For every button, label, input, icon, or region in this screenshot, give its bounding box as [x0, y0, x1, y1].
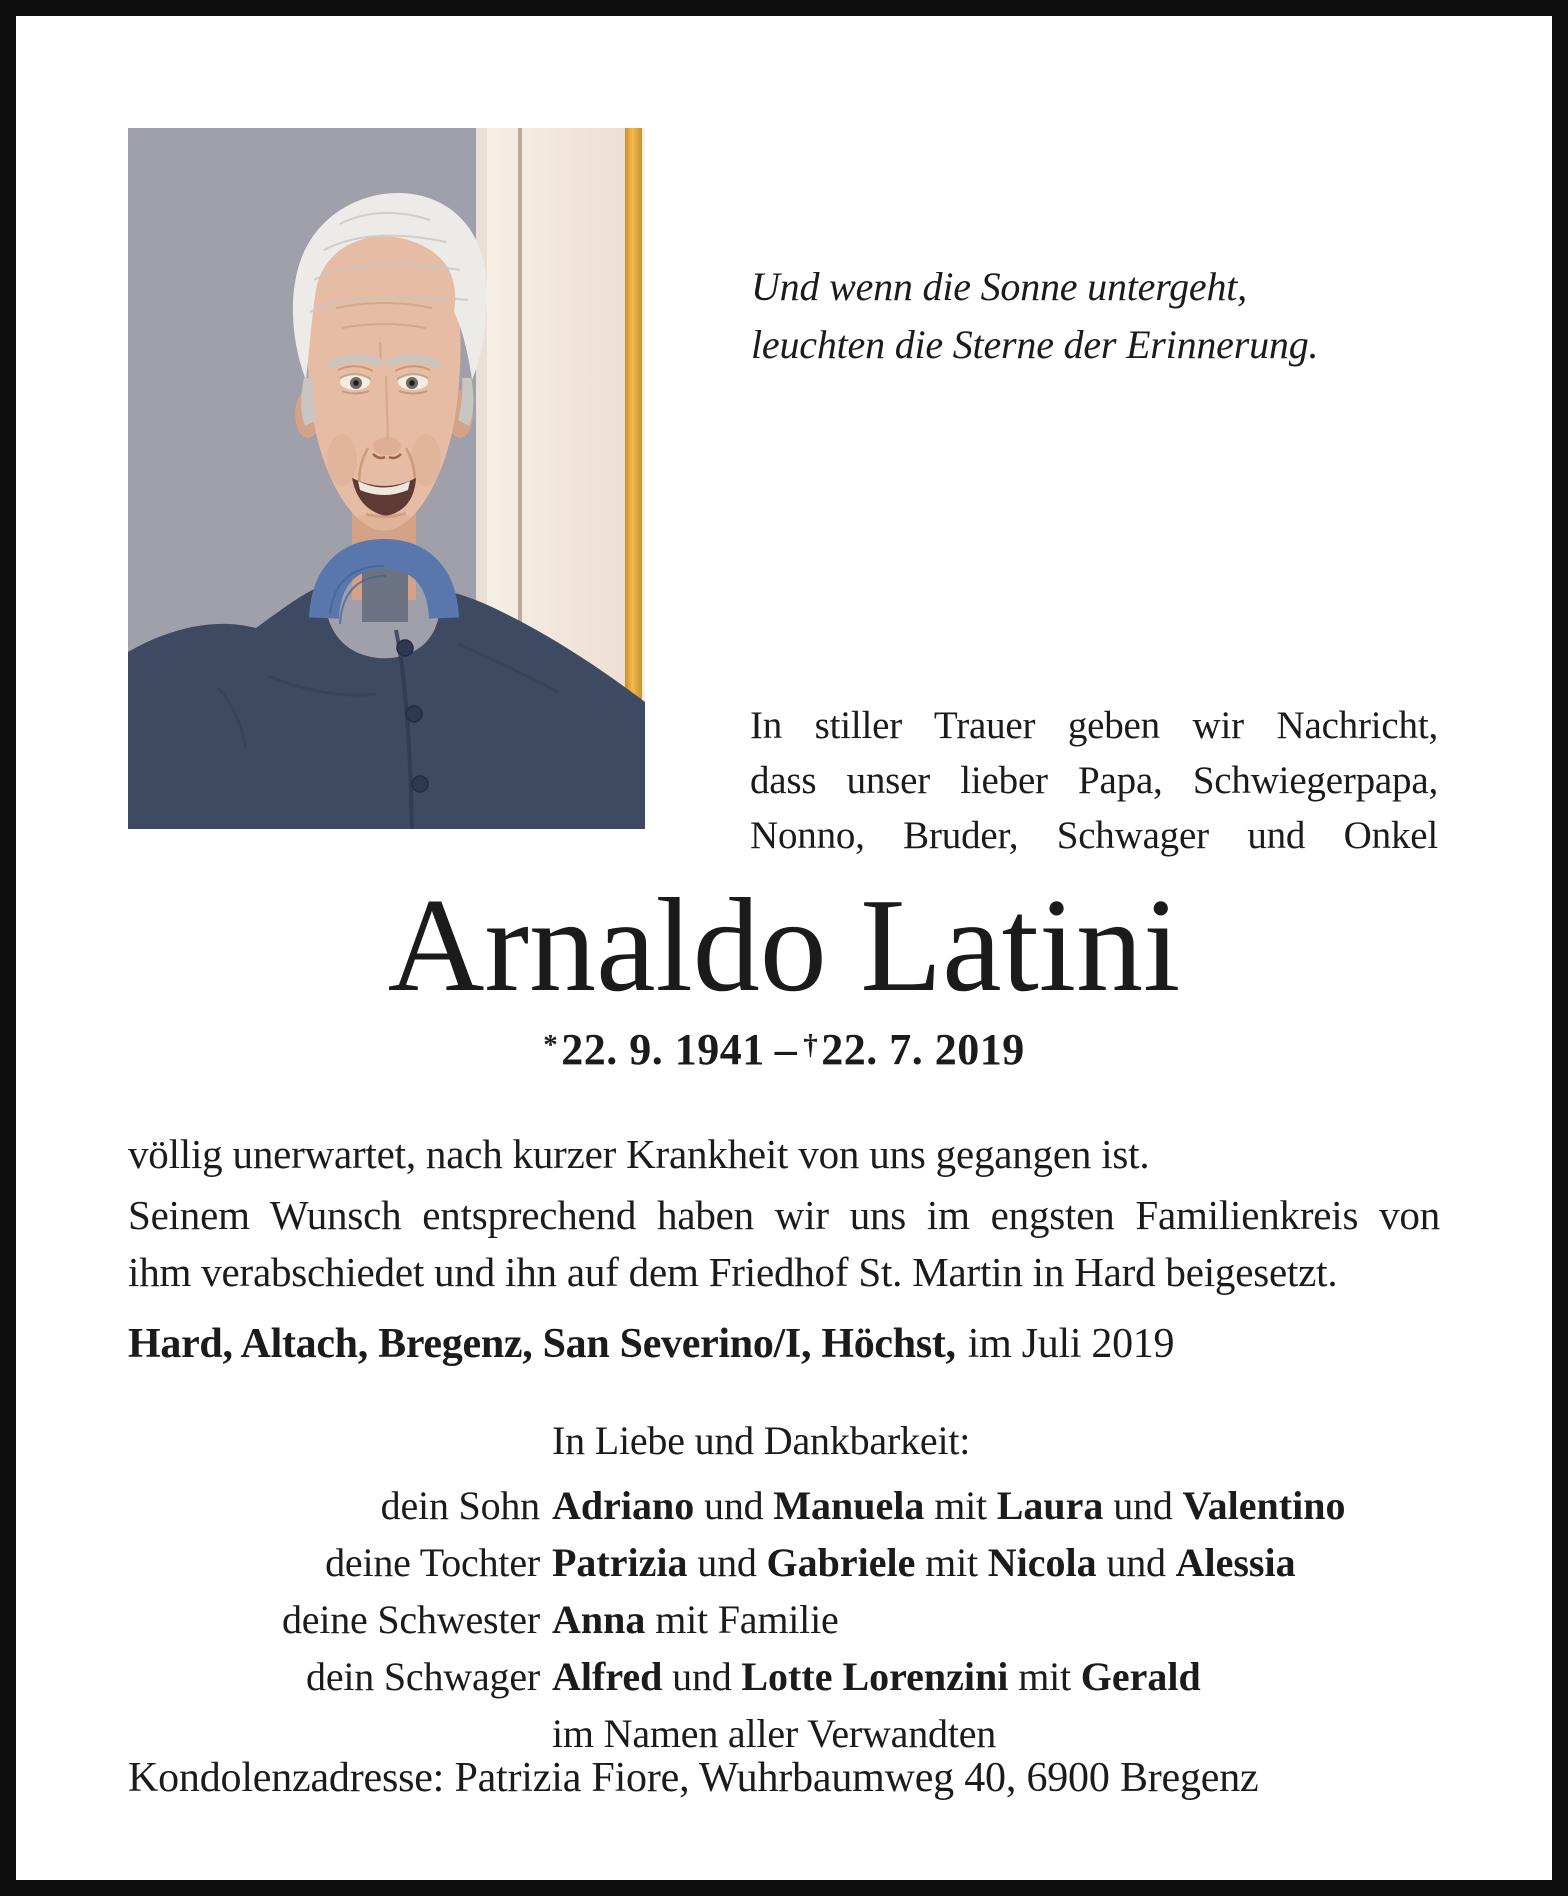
- button: [406, 706, 422, 722]
- family-connector-text: und: [662, 1654, 742, 1699]
- intro-line: Nonno, Bruder, Schwager und Onkel: [750, 814, 1438, 857]
- family-relation-label: dein Sohn: [380, 1483, 540, 1528]
- intro-paragraph: [750, 698, 1438, 863]
- family-connector-text: und: [687, 1540, 767, 1585]
- death-statement: völlig unerwartet, nach kurzer Krankheit von uns gegangen ist.: [128, 1131, 1150, 1177]
- family-relation-label: deine Schwester: [281, 1597, 540, 1642]
- family-member-name: Adriano: [552, 1483, 695, 1528]
- family-member-name: Laura: [996, 1483, 1104, 1528]
- family-names: [552, 1477, 1440, 1534]
- family-member-name: Alessia: [1175, 1540, 1296, 1585]
- family-member-name: Valentino: [1182, 1483, 1346, 1528]
- family-connector-text: mit: [924, 1483, 997, 1528]
- cheek-shadow: [327, 434, 357, 486]
- family-member-name: Anna: [552, 1597, 646, 1642]
- family-connector-text: mit: [915, 1540, 988, 1585]
- portrait-photo: [128, 128, 645, 829]
- places-bold: Hard, Altach, Bregenz, San Severino/I, Höchst,: [128, 1321, 956, 1367]
- family-connector-text: mit: [1008, 1654, 1081, 1699]
- button: [412, 776, 428, 792]
- farewell-line: ihm verabschiedet und ihn auf dem Friedhof St. Martin in Hard beigesetzt.: [128, 1249, 1338, 1295]
- family-names: [552, 1648, 1440, 1705]
- family-member-name: Lotte Lorenzini: [741, 1654, 1009, 1699]
- intro-line: dass unser lieber Papa, Schwiegerpapa,: [750, 759, 1438, 802]
- deceased-name: Arnaldo Latini: [387, 871, 1181, 1019]
- birth-date: 22. 9. 1941: [561, 1025, 765, 1074]
- family-list: [128, 1477, 1440, 1762]
- condolence-address: Kondolenzadresse: Patrizia Fiore, Wuhrbaumweg 40, 6900 Bregenz: [128, 1755, 1259, 1801]
- family-names: [552, 1591, 1440, 1648]
- family-member-name: Patrizia: [552, 1540, 688, 1585]
- quote-line-2: leuchten die Sterne der Erinnerung.: [751, 322, 1319, 367]
- family-row: [128, 1477, 1440, 1534]
- family-member-name: Nicola: [987, 1540, 1097, 1585]
- dates-separator: –: [774, 1025, 798, 1074]
- family-section: [128, 1412, 1440, 1762]
- places-line: [128, 1320, 1440, 1368]
- family-connector-text: und: [1096, 1540, 1176, 1585]
- family-relation-label: deine Tochter: [325, 1540, 540, 1585]
- family-connector-text: und: [694, 1483, 774, 1528]
- family-member-name: Manuela: [773, 1483, 925, 1528]
- portrait-photo-canvas: [128, 128, 645, 829]
- family-connector-text: mit Familie: [645, 1597, 839, 1642]
- family-member-name: Alfred: [552, 1654, 663, 1699]
- family-row: [128, 1591, 1440, 1648]
- life-dates: [16, 1024, 1552, 1075]
- inner-shirt: [362, 566, 408, 622]
- family-relation-label: dein Schwager: [306, 1654, 540, 1699]
- family-row: [128, 1534, 1440, 1591]
- death-date: 22. 7. 2019: [821, 1025, 1025, 1074]
- family-member-name: Gerald: [1080, 1654, 1201, 1699]
- intro-line: In stiller Trauer geben wir Nachricht,: [750, 704, 1438, 747]
- death-cross-symbol: †: [803, 1028, 819, 1061]
- quote-line-1: Und wenn die Sonne untergeht,: [751, 264, 1247, 309]
- family-member-name: Gabriele: [766, 1540, 916, 1585]
- gratitude-row: [128, 1412, 1440, 1469]
- nose-tip: [373, 437, 401, 455]
- family-connector-text: und: [1103, 1483, 1183, 1528]
- gratitude-label-spacer: [128, 1412, 540, 1469]
- memorial-quote: [751, 258, 1318, 374]
- gratitude-line: In Liebe und Dankbarkeit:: [552, 1418, 971, 1463]
- birth-star-symbol: *: [543, 1028, 559, 1061]
- button: [397, 640, 413, 656]
- right-pupil: [409, 380, 415, 386]
- places-date: im Juli 2019: [967, 1321, 1175, 1367]
- farewell-paragraph: [128, 1187, 1440, 1301]
- family-names: [552, 1534, 1440, 1591]
- left-pupil: [353, 380, 359, 386]
- family-connector-text: im Namen aller Verwandten: [552, 1711, 997, 1756]
- family-row: [128, 1648, 1440, 1705]
- farewell-line: Seinem Wunsch entsprechend haben wir uns im engsten Familienkreis von: [128, 1192, 1440, 1238]
